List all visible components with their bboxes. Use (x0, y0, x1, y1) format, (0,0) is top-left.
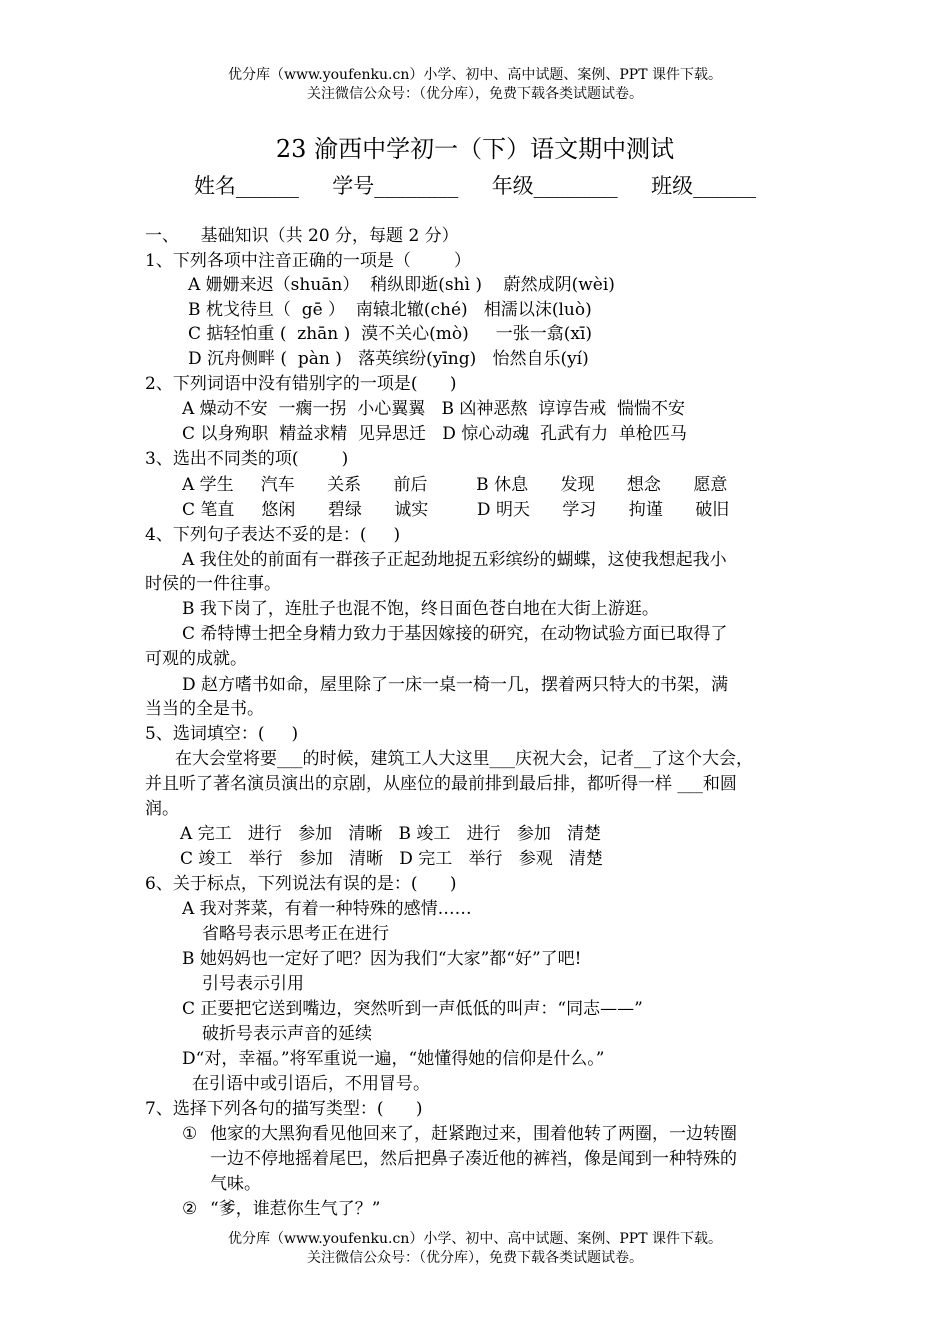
q2-stem: 2、下列词语中没有错别字的一项是( ) (145, 374, 457, 394)
q3-stem: 3、选出不同类的项( ) (145, 449, 349, 469)
q5-options-ab: A 完工 进行 参加 清晰 B 竣工 进行 参加 清楚 (180, 824, 602, 844)
q6-option-c: C 正要把它送到嘴边，突然听到一声低低的叫声：“同志——” (182, 999, 643, 1019)
page-title: 23 渝西中学初一（下）语文期中测试 (275, 135, 675, 163)
grade-field[interactable]: 年级________ (491, 174, 618, 198)
q6-option-d: D“对，幸福。”将军重说一遍，“她懂得她的信仰是什么。” (182, 1049, 605, 1069)
q6-option-a: A 我对荠菜，有着一种特殊的感情…… (182, 899, 472, 919)
footer-line-1: 优分库（www.youfenku.cn）小学、初中、高中试题、案例、PPT 课件下载。 (227, 1231, 722, 1247)
q5-passage-line2: 并且听了著名演员演出的京剧，从座位的最前排到最后排，都听得一样 ___和圆 (145, 774, 737, 794)
q4-stem: 4、下列句子表达不妥的是：( ) (145, 525, 401, 545)
section-heading: 一、 基础知识（共 20 分，每题 2 分） (145, 226, 459, 246)
q6-stem: 6、关于标点，下列说法有误的是：( ) (145, 874, 457, 894)
student-info (0, 172, 950, 200)
q4-option-d-line2: 当当的全是书。 (145, 699, 264, 719)
q5-options-cd: C 竣工 举行 参加 清晰 D 完工 举行 参观 清楚 (180, 849, 603, 869)
id-field[interactable]: 学号________ (332, 174, 459, 198)
q3-options-cd: C 笔直 悠闲 碧绿 诚实 D 明天 学习 拘谨 破旧 (182, 500, 730, 520)
q7-item2-number: ② (182, 1199, 198, 1219)
q4-option-c-line1: C 希特博士把全身精力致力于基因嫁接的研究，在动物试验方面已取得了 (182, 624, 728, 644)
q4-option-d-line1: D 赵方嗜书如命，屋里除了一床一桌一椅一几，摆着两只特大的书架，满 (182, 675, 729, 695)
q6-option-a-note: 省略号表示思考正在进行 (202, 924, 389, 944)
q5-passage-line3: 润。 (145, 799, 179, 819)
q5-stem: 5、选词填空：( ) (145, 724, 299, 744)
q1-option-c: C 掂轻怕重 ( zhān ) 漠不关心(mò) 一张一翕(xī) (188, 324, 593, 344)
q4-option-a-line1: A 我住处的前面有一群孩子正起劲地捉五彩缤纷的蝴蝶，这使我想起我小 (182, 550, 727, 570)
q1-option-b: B 枕戈待旦（ gē ） 南辕北辙(ché) 相濡以沫(luò) (188, 300, 592, 320)
q7-item1-number: ① (182, 1124, 198, 1144)
q7-item1-line1: 他家的大黑狗看见他回来了，赶紧跑过来，围着他转了两圈，一边转圈 (210, 1124, 737, 1144)
q7-stem: 7、选择下列各句的描写类型：( ) (145, 1099, 423, 1119)
q7-item1-line3: 气味。 (210, 1174, 261, 1194)
name-field[interactable]: 姓名______ (193, 174, 299, 198)
q4-option-b: B 我下岗了，连肚子也混不饱，终日面色苍白地在大街上游逛。 (182, 599, 659, 619)
header-line-2: 关注微信公众号：（优分库），免费下载各类试题试卷。 (307, 86, 643, 102)
q3-options-ab: A 学生 汽车 关系 前后 B 休息 发现 想念 愿意 (182, 475, 728, 495)
q4-option-c-line2: 可观的成就。 (145, 649, 247, 669)
q2-options-ab: A 燥动不安 一瘸一拐 小心翼翼 B 凶神恶熬 谆谆告戒 惴惴不安 (182, 399, 686, 419)
class-field[interactable]: 班级______ (651, 174, 757, 198)
q7-item1-line2: 一边不停地摇着尾巴，然后把鼻子凑近他的裤裆，像是闻到一种特殊的 (210, 1149, 737, 1169)
q7-item2-line1: “爹，谁惹你生气了？” (210, 1199, 381, 1219)
header-line-1: 优分库（www.youfenku.cn）小学、初中、高中试题、案例、PPT 课件下载。 (227, 67, 722, 83)
q6-option-b-note: 引号表示引用 (202, 974, 304, 994)
q2-options-cd: C 以身殉职 精益求精 见异思迁 D 惊心动魂 孔武有力 单枪匹马 (182, 424, 687, 444)
q4-option-a-line2: 时侯的一件往事。 (145, 574, 281, 594)
q1-stem: 1、下列各项中注音正确的一项是（ ） (145, 251, 472, 271)
footer-line-2: 关注微信公众号：（优分库），免费下载各类试题试卷。 (307, 1250, 643, 1266)
q6-option-d-note: 在引语中或引语后，不用冒号。 (192, 1074, 430, 1094)
q6-option-b: B 她妈妈也一定好了吧？因为我们“大家”都“好”了吧! (182, 949, 582, 969)
q1-option-a: A 姗姗来迟（shuān） 稍纵即逝(shì ) 蔚然成阴(wèi) (188, 275, 615, 295)
q1-option-d: D 沉舟侧畔 ( pàn ) 落英缤纷(yīng) 怡然自乐(yí) (188, 349, 589, 369)
q6-option-c-note: 破折号表示声音的延续 (202, 1024, 372, 1044)
q5-passage-line1: 在大会堂将要___的时候，建筑工人大这里___庆祝大会，记者__了这个大会， (175, 749, 753, 769)
